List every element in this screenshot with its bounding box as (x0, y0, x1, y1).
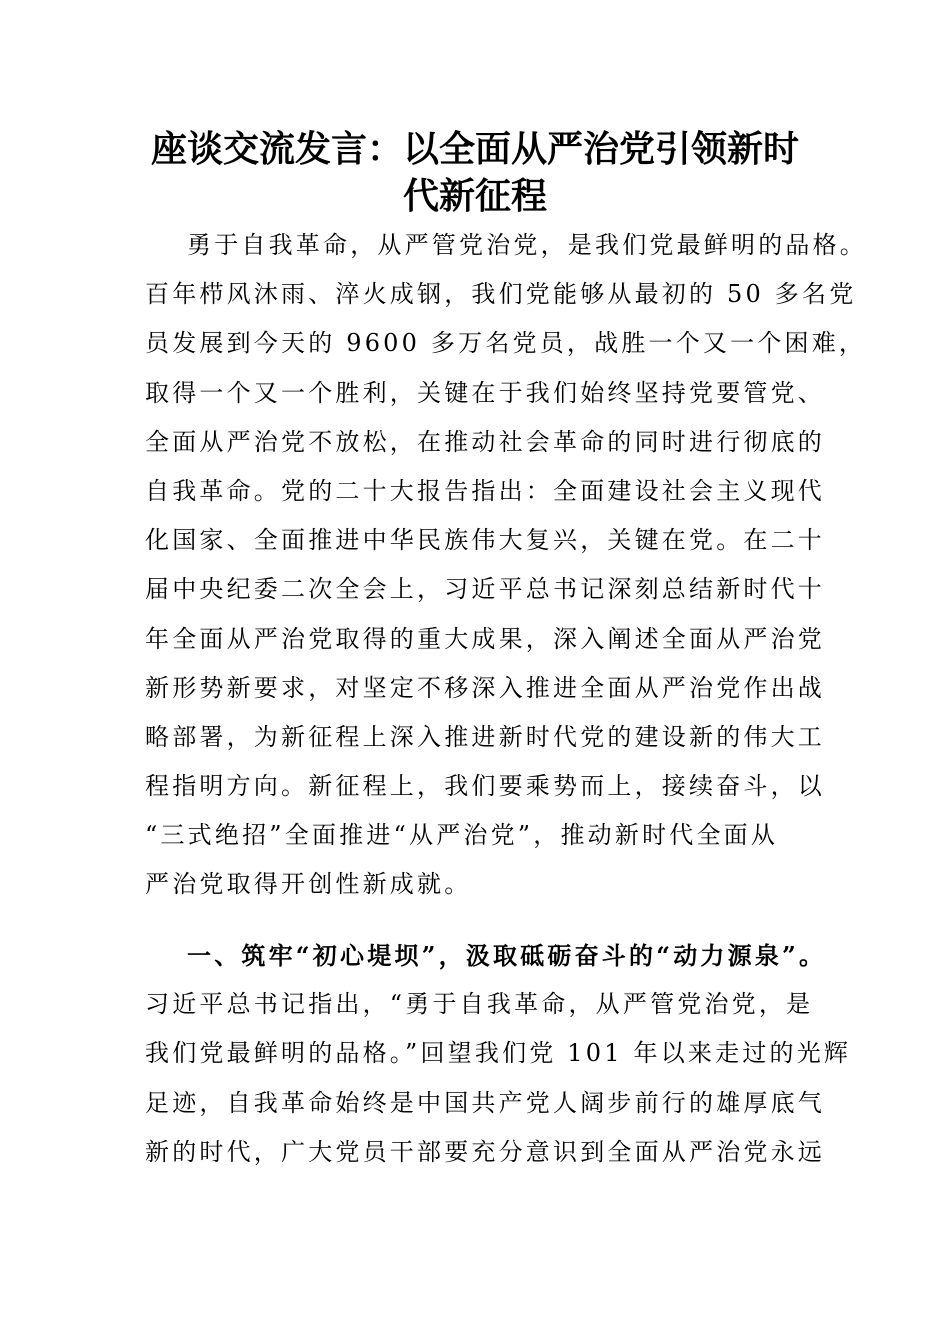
paragraph-line: 严治党取得开创性新成就。 (145, 870, 472, 899)
paragraph-line: 百年栉风沐雨、淬火成钢，我们党能够从最初的 50 多名党 (145, 280, 857, 309)
paragraph-line: 新的时代，广大党员干部要充分意识到全面从严治党永远 (145, 1137, 825, 1166)
paragraph-line: 员发展到今天的 9600 多万名党员，战胜一个又一个困难， (145, 329, 867, 358)
paragraph-line: 程指明方向。新征程上，我们要乘势而上，接续奋斗，以 (145, 772, 825, 801)
paragraph-line: 略部署，为新征程上深入推进新时代党的建设新的伟大工 (145, 722, 825, 751)
section-heading: 一、筑牢“初心堤坝”，汲取砥砺奋斗的“动力源泉”。 (187, 941, 827, 970)
paragraph-intro (145, 221, 867, 910)
paragraph-line: 化国家、全面推进中华民族伟大复兴，关键在党。在二十 (145, 526, 825, 555)
title-line: 座谈交流发言：以全面从严治党引领新时 (150, 128, 799, 170)
paragraph-line: 全面从严治党不放松，在推动社会革命的同时进行彻底的 (145, 427, 825, 456)
paragraph-line: 足迹，自我革命始终是中国共产党人阔步前行的雄厚底气 (145, 1088, 825, 1117)
paragraph-line: 年全面从严治党取得的重大成果，深入阐述全面从严治党 (145, 624, 825, 653)
paragraph-line: 届中央纪委二次全会上，习近平总书记深刻总结新时代十 (145, 575, 825, 604)
paragraph-line: “三式绝招”全面推进“从严治党”，推动新时代全面从 (145, 821, 779, 850)
paragraph-line: 新形势新要求，对坚定不移深入推进全面从严治党作出战 (145, 673, 825, 702)
paragraph-line: 取得一个又一个胜利，关键在于我们始终坚持党要管党、 (145, 378, 825, 407)
document-title (130, 126, 820, 220)
paragraph-line: 习近平总书记指出，“勇于自我革命，从严管党治党，是 (145, 990, 814, 1019)
section-one (145, 931, 852, 1177)
paragraph-line: 勇于自我革命，从严管党治党，是我们党最鲜明的品格。 (187, 231, 867, 259)
paragraph-line: 我们党最鲜明的品格。”回望我们党 101 年以来走过的光辉 (145, 1039, 852, 1068)
paragraph-line: 自我革命。党的二十大报告指出：全面建设社会主义现代 (145, 476, 825, 505)
title-line: 代新征程 (402, 175, 547, 217)
